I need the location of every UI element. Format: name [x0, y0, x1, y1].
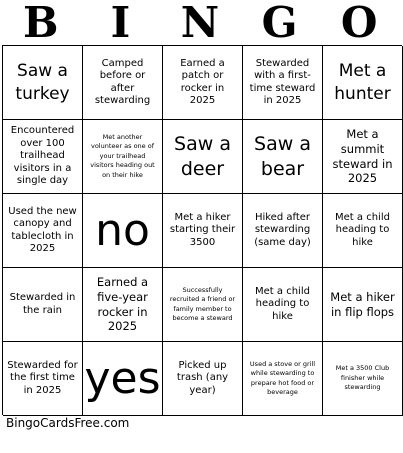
bingo-cell: Stewarded in the rain — [3, 268, 83, 342]
bingo-header — [2, 0, 400, 47]
bingo-cell: yes — [83, 342, 163, 416]
bingo-cell: Stewarded for the first time in 2025 — [3, 342, 83, 416]
bingo-cell: Met a child heading to hike — [243, 268, 323, 342]
header-letter-g: G — [261, 0, 300, 47]
bingo-cell: Earned a five-year rocker in 2025 — [83, 268, 163, 342]
bingo-cell: Saw a bear — [243, 120, 323, 194]
header-letter-i: I — [110, 0, 133, 47]
bingo-cell: no — [83, 194, 163, 268]
bingo-grid — [2, 45, 402, 415]
bingo-cell: Successfully recruited a friend or family member to become a steward — [163, 268, 243, 342]
bingo-cell: Used a stove or grill while stewarding to prepare hot food or beverage — [243, 342, 323, 416]
bingo-cell: Met a summit steward in 2025 — [323, 120, 403, 194]
bingo-cell: Met another volunteer as one of your trailhead visitors heading out on their hike — [83, 120, 163, 194]
bingo-cell: Met a hiker starting their 3500 — [163, 194, 243, 268]
bingo-cell: Met a hunter — [323, 46, 403, 120]
bingo-cell: Camped before or after stewarding — [83, 46, 163, 120]
site-credit: BingoCardsFree.com — [6, 416, 130, 430]
bingo-cell: Met a hiker in flip flops — [323, 268, 403, 342]
bingo-cell: Stewarded with a first-time steward in 2025 — [243, 46, 323, 120]
header-letter-n: N — [180, 0, 222, 47]
bingo-cell: Hiked after stewarding (same day) — [243, 194, 323, 268]
header-letter-b: B — [23, 0, 61, 47]
bingo-cell: Earned a patch or rocker in 2025 — [163, 46, 243, 120]
bingo-cell: Met a child heading to hike — [323, 194, 403, 268]
bingo-cell: Saw a deer — [163, 120, 243, 194]
bingo-cell: Saw a turkey — [3, 46, 83, 120]
bingo-cell: Met a 3500 Club finisher while stewarding — [323, 342, 403, 416]
bingo-cell: Used the new canopy and tablecloth in 2025 — [3, 194, 83, 268]
header-letter-o: O — [340, 0, 380, 47]
bingo-cell: Picked up trash (any year) — [163, 342, 243, 416]
bingo-cell: Encountered over 100 trailhead visitors in a single day — [3, 120, 83, 194]
